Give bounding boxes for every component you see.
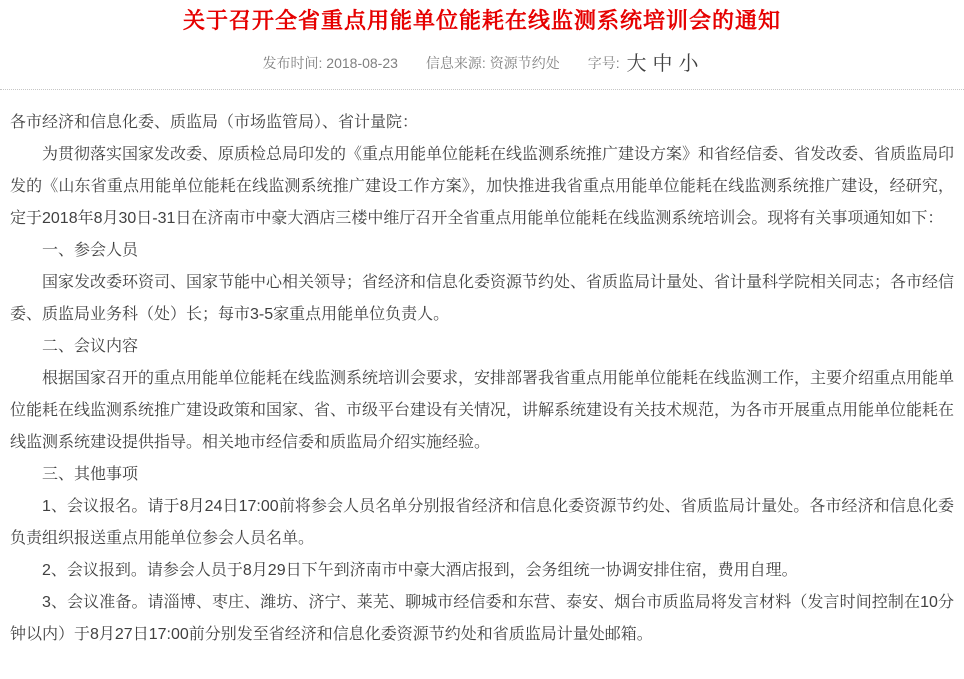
font-size-medium-button[interactable]: 中: [652, 53, 673, 75]
font-size-large-button[interactable]: 大: [626, 53, 647, 75]
publish-time-label: 发布时间:: [262, 55, 327, 71]
paragraph-registration: 1、会议报名。请于8月24日17:00前将参会人员名单分别报省经济和信息化委资源节约处、省质监局计量处。各市经济和信息化委负责组织报送重点用能单位参会人员名单。: [10, 498, 954, 547]
publish-time: [263, 55, 398, 71]
meta-bar: [0, 51, 964, 76]
paragraph-intro: 为贯彻落实国家发改委、原质检总局印发的《重点用能单位能耗在线监测系统推广建设方案》和省经信委、省发改委、省质监局印发的《山东省重点用能单位能耗在线监测系统推广建设工作方案》，加快推进我省重点用能单位能耗在线监测系统推广建设，经研究，定于2018年8月30日-31日在济南市中豪大酒店三楼中维厅召开全省重点用能单位能耗在线监测系统培训会。现将有关事项通知如下：: [10, 146, 955, 227]
info-source-value: 资源节约处: [489, 55, 560, 71]
info-source-label: 信息来源:: [425, 55, 490, 71]
font-size-label: 字号:: [587, 55, 624, 71]
notice-body: [0, 90, 964, 651]
publish-time-value: 2018-08-23: [326, 55, 398, 71]
page-title: 关于召开全省重点用能单位能耗在线监测系统培训会的通知: [182, 8, 781, 33]
section-heading-3: 三、其他事项: [42, 466, 139, 483]
paragraph-agenda: 根据国家召开的重点用能单位能耗在线监测系统培训会要求，安排部署我省重点用能单位能耗在线监测工作，主要介绍重点用能单位能耗在线监测系统推广建设政策和国家、省、市级平台建设有关情况，讲解系统建设有关技术规范，为各市开展重点用能单位能耗在线监测系统建设提供指导。相关地市经信委和质监局介绍实施经验。: [10, 370, 955, 451]
section-heading-2: 二、会议内容: [42, 338, 139, 355]
section-heading-1: 一、参会人员: [42, 242, 139, 259]
info-source: [426, 55, 560, 71]
paragraph-checkin: 2、会议报到。请参会人员于8月29日下午到济南市中豪大酒店报到，会务组统一协调安排住宿，费用自理。: [42, 562, 798, 579]
paragraph-salutation: 各市经济和信息化委、质监局（市场监管局）、省计量院：: [10, 114, 419, 131]
paragraph-preparation: 3、会议准备。请淄博、枣庄、潍坊、济宁、莱芜、聊城市经信委和东营、泰安、烟台市质监局将发言材料（发言时间控制在10分钟以内）于8月27日17:00前分别发至省经济和信息化委资源节约处和省质监局计量处邮箱。: [10, 594, 954, 643]
font-size-switcher: [587, 53, 702, 75]
font-size-small-button[interactable]: 小: [678, 53, 699, 75]
paragraph-attendees: 国家发改委环资司、国家节能中心相关领导；省经济和信息化委资源节约处、省质监局计量处、省计量科学院相关同志；各市经信委、质监局业务科（处）长；每市3-5家重点用能单位负责人。: [10, 274, 955, 323]
notice-header: [0, 0, 964, 76]
